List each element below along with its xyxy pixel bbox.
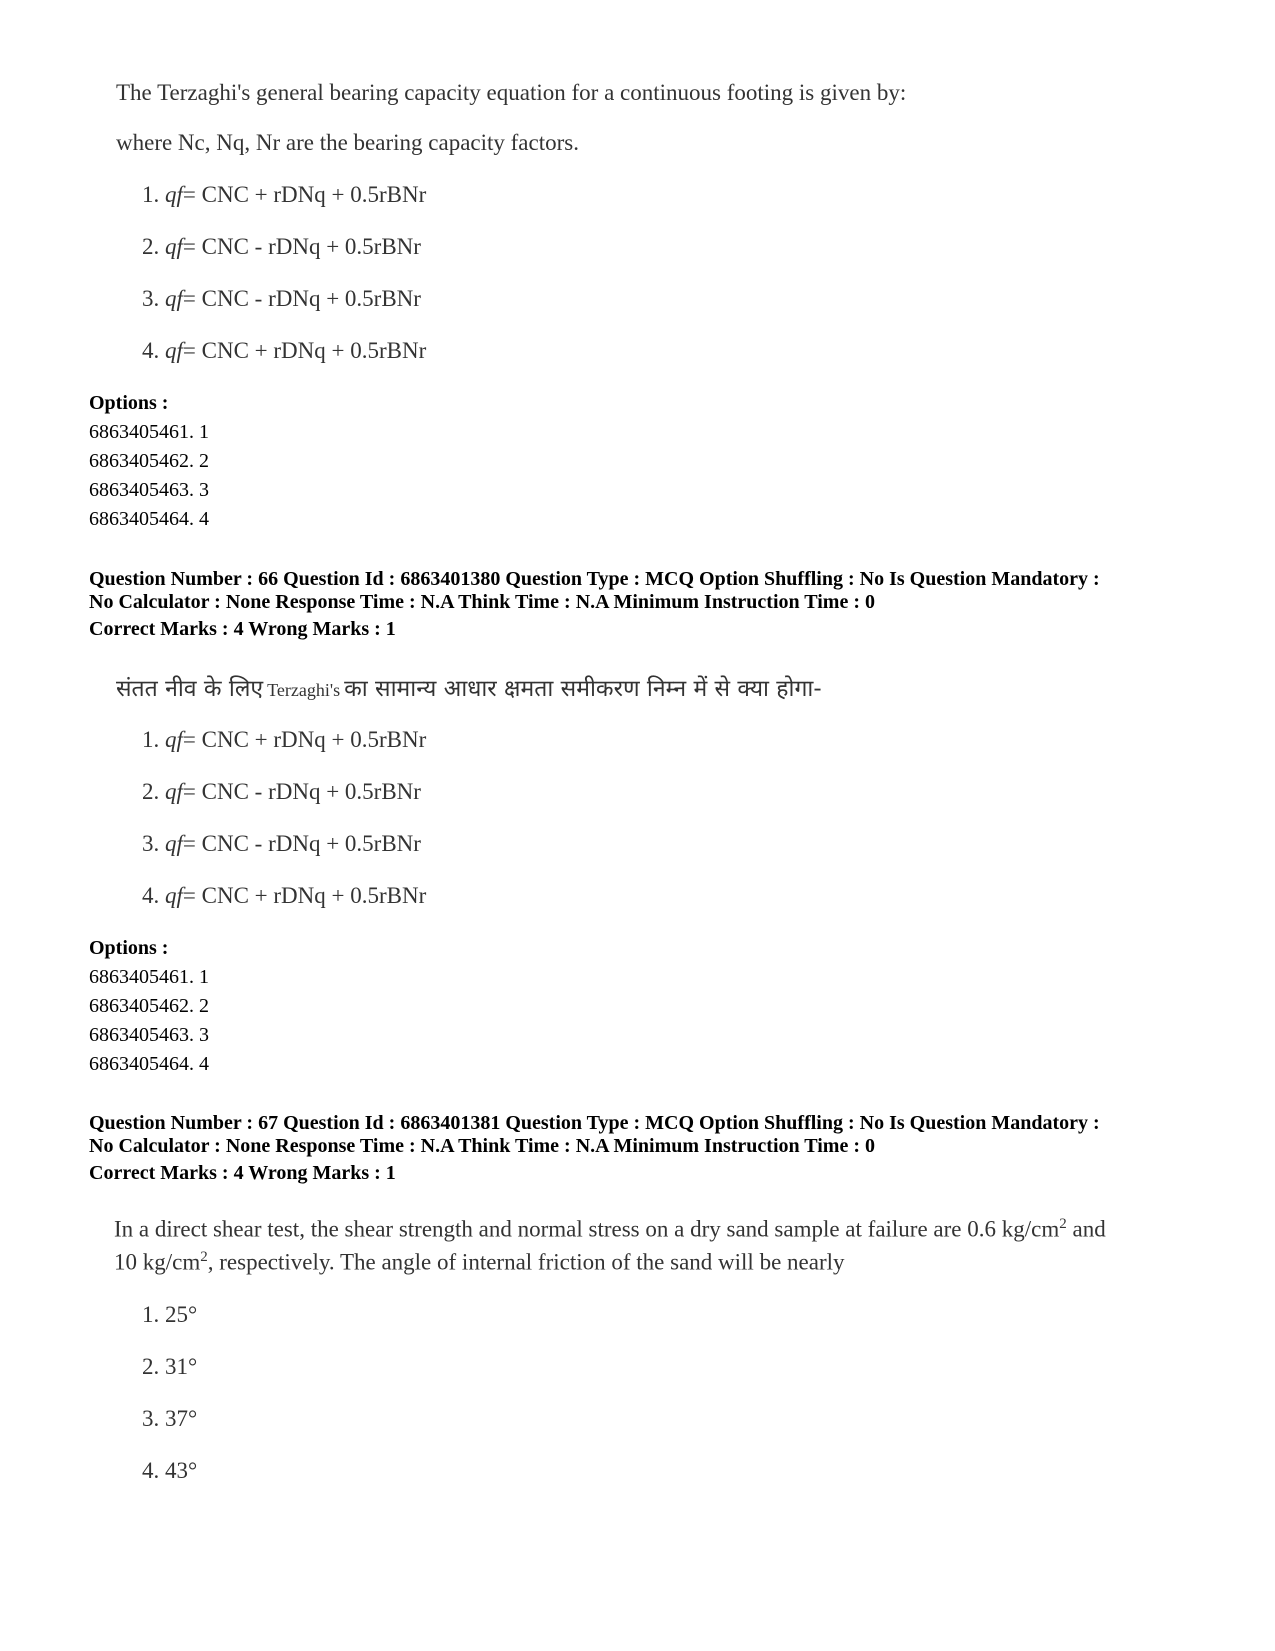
q66-option-id-3: 6863405463. 3 — [89, 1024, 209, 1046]
question-67-marks: Correct Marks : 4 Wrong Marks : 1 — [89, 1162, 396, 1184]
options-label: Options : — [89, 392, 169, 414]
q66-option-id-4: 6863405464. 4 — [89, 1053, 209, 1075]
q66-answer-choice-2: 2. qf= CNC - rDNq + 0.5rBNr — [142, 779, 421, 804]
q66-option-id-1: 6863405461. 1 — [89, 966, 209, 988]
question-67-header-line1: Question Number : 67 Question Id : 6863401381 Question Type : MCQ Option Shuffling : No Is Question Mandatory : — [89, 1112, 1100, 1134]
q67-answer-choice-4: 4. 43° — [142, 1458, 198, 1483]
q66-option-id-2: 6863405462. 2 — [89, 995, 209, 1017]
answer-choice-3: 3. qf= CNC - rDNq + 0.5rBNr — [142, 286, 421, 311]
option-id-4: 6863405464. 4 — [89, 508, 209, 530]
question-66-header-line2: No Calculator : None Response Time : N.A Think Time : N.A Minimum Instruction Time : 0 — [89, 591, 875, 613]
q66-answer-choice-4: 4. qf= CNC + rDNq + 0.5rBNr — [142, 883, 427, 908]
q66-options-label: Options : — [89, 937, 169, 959]
q66-options-list — [89, 963, 209, 1079]
q67-answer-choice-2: 2. 31° — [142, 1354, 198, 1379]
question-67-header-line2: No Calculator : None Response Time : N.A Think Time : N.A Minimum Instruction Time : 0 — [89, 1135, 875, 1157]
q66-answer-choice-3: 3. qf= CNC - rDNq + 0.5rBNr — [142, 831, 421, 856]
question-66-hindi-text: संतत नीव के लिए Terzaghi's का सामान्य आधार क्षमता समीकरण निम्न में से क्या होगा- — [116, 676, 822, 702]
option-id-2: 6863405462. 2 — [89, 450, 209, 472]
q66-answer-choice-1: 1. qf= CNC + rDNq + 0.5rBNr — [142, 727, 427, 752]
answer-choice-4: 4. qf= CNC + rDNq + 0.5rBNr — [142, 338, 427, 363]
answer-choice-1: 1. qf= CNC + rDNq + 0.5rBNr — [142, 182, 427, 207]
options-list — [89, 418, 209, 534]
question-66-header-line1: Question Number : 66 Question Id : 6863401380 Question Type : MCQ Option Shuffling : No Is Question Mandatory : — [89, 568, 1100, 590]
question-66-marks: Correct Marks : 4 Wrong Marks : 1 — [89, 618, 396, 640]
q67-answer-choice-1: 1. 25° — [142, 1302, 198, 1327]
answer-choice-2: 2. qf= CNC - rDNq + 0.5rBNr — [142, 234, 421, 259]
q67-answer-choice-3: 3. 37° — [142, 1406, 198, 1431]
option-id-3: 6863405463. 3 — [89, 479, 209, 501]
option-id-1: 6863405461. 1 — [89, 421, 209, 443]
question-67-text-line1: In a direct shear test, the shear strength and normal stress on a dry sand sample at failure are 0.6 $kg/cm^2$ and — [114, 1216, 1106, 1242]
question-intro: The Terzaghi's general bearing capacity equation for a continuous footing is given by: — [116, 80, 907, 105]
question-where-note: where Nc, Nq, Nr are the bearing capacity factors. — [116, 130, 579, 155]
question-67-text-line2: 10 $kg/cm^2$, respectively. The angle of internal friction of the sand will be nearly — [114, 1249, 845, 1275]
